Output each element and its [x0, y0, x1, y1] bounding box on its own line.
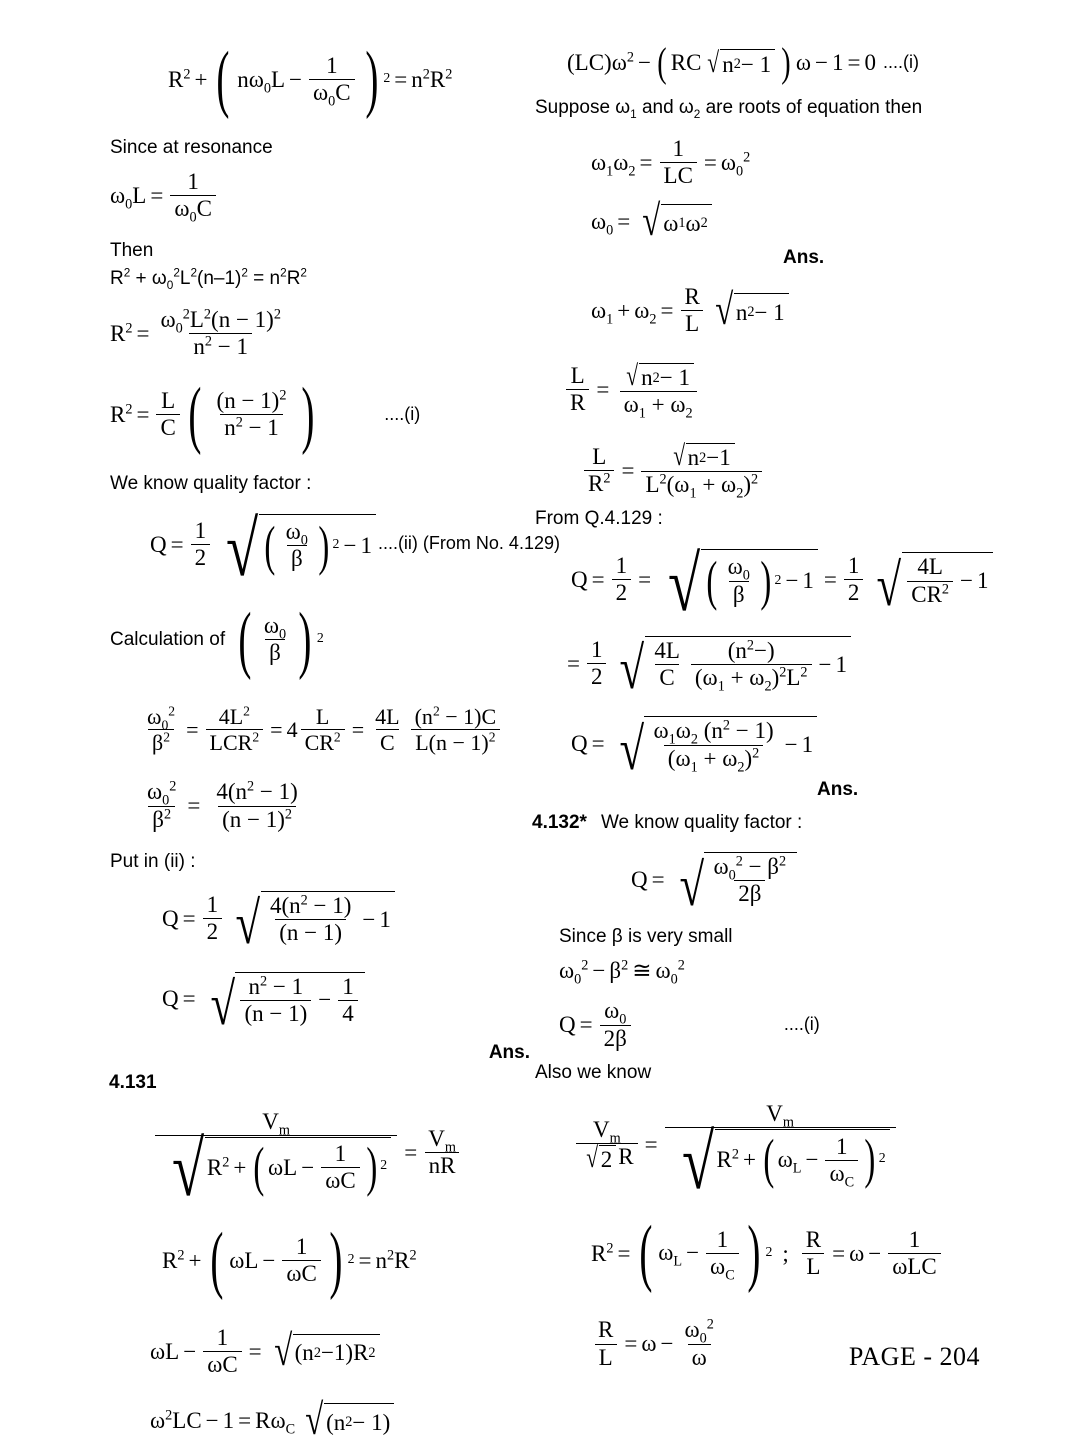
equation-right-14: $R^2$ = ( $\omega_L$ − $\frac{1}{\omega_C}$ ) 2 ; $\frac{R}{L}$ = ω − $\frac{1}{\text{ωLC}}$ — [591, 1214, 990, 1292]
equation-left-11: $V_m$ √ $R^2$ + ( ωL − $\frac{1}{\omega C}$ ) 2 = $\frac{V_m}{nR}$ — [152, 1110, 540, 1196]
equation-left-1: $R^2$ + ( $n\omega_0L$ − $\frac{1}{\omega_0C}$ ) 2 = $n^2R^2$ — [168, 36, 453, 120]
equation-left-10: Q = √ $\frac{n^2 - 1}{(n - 1)}$ − $\frac{1}{4}$ — [162, 972, 540, 1026]
equation-right-10: Q = √ $\frac{\omega_0^2 - \beta^2}{2\beta}$ — [631, 852, 990, 906]
equation-left-6: Q = $\frac{1}{2}$ √ ( $\frac{\omega_0}{\beta}$ ) 2 − 1 ....(ii) (From No. 4.129) — [150, 504, 560, 592]
equation-left-8: $\frac{\omega_0^2}{\beta^2}$ = $\frac{4(n^2 - 1)}{(n - 1)^2}$ — [147, 778, 298, 832]
equation-right-1: $(LC)\omega^2$ − ( RC √ n 2 − 1 ) ω − 1 = 0 ....(i) — [567, 39, 919, 85]
equation-left-5-tag: ....(i) — [384, 403, 421, 424]
equation-right-1-tag: ....(i) — [883, 51, 919, 72]
equation-right-8: = $\frac{1}{2}$ √ $\frac{4L}{C}$ $\frac{(n^2-)}{(\omega_1 + \omega_2)^2L^2}$ − 1 — [563, 636, 990, 690]
equation-left-5: $R^2$ = $\frac{L}{C}$ ( $\frac{(n - 1)^2}{n^2 - 1}$ ) ....(i) — [110, 372, 421, 456]
right-column — [532, 39, 990, 1370]
equation-right-12: Q = $\frac{\omega_0}{2\beta}$ ....(i) — [559, 998, 820, 1051]
equation-right-12-tag: ....(i) — [783, 1014, 820, 1035]
text-from-q-4129: From Q.4.129 : — [535, 508, 663, 530]
text-calculation-of: Calculation of — [110, 629, 226, 651]
text-suppose-roots: Suppose $\omega_1$ and $\omega_2$ are roots of equation then — [535, 96, 923, 121]
text-then: Then — [110, 240, 154, 262]
text-since-beta-small: Since β is very small — [559, 925, 733, 947]
equation-left-6-tag: ....(ii) (From No. 4.129) — [377, 533, 560, 554]
text-since-resonance: Since at resonance — [110, 137, 273, 159]
text-quality-factor-left: We know quality factor : — [110, 473, 312, 495]
equation-left-12: $R^2$ + ( ωL − $\frac{1}{\omega C}$ ) 2 = $n^2R^2$ — [162, 1218, 417, 1302]
equation-right-15: $\frac{R}{L}$ = ω − $\frac{\omega_0^2}{\omega}$ — [591, 1318, 990, 1369]
equation-left-14: $\omega^2LC$ − 1 = $R\omega_C$ √ (n 2 − 1) — [150, 1403, 540, 1438]
equation-left-2: $\omega_0L$ = $\frac{1}{\omega_0C}$ — [110, 170, 540, 221]
ans-label-right-2: Ans. — [817, 778, 859, 800]
text-calculation-of-row: Calculation of ( $\frac{\omega_0}{\beta}$ ) 2 — [110, 597, 324, 681]
equation-right-9: Q = √ $\frac{\omega_1\omega_2 (n^2 - 1)}{(\omega_1 + \omega_2)^2}$ − 1 — [571, 716, 990, 770]
text-quality-factor-right: We know quality factor : — [600, 811, 803, 833]
problem-number-4132: 4.132* — [532, 811, 587, 833]
equation-right-5: $\frac{L}{R}$ = √ n 2 − 1 $\omega_1 + \omega_2$ — [563, 363, 990, 417]
equation-left-13: ωL − $\frac{1}{\omega C}$ = √ (n 2 −1)R 2 — [150, 1326, 540, 1377]
equation-left-3: $R^2 + \omega_0^2L^2(n-1)^2 = n^2R^2$ — [110, 266, 307, 292]
equation-left-9: Q = $\frac{1}{2}$ √ $\frac{4(n^2 - 1)}{(n - 1)}$ − 1 — [162, 891, 540, 945]
equation-right-4: $\omega_1$ + $\omega_2$ = $\frac{R}{L}$ √ n 2 − 1 — [591, 285, 990, 336]
equation-right-2: $\omega_1\omega_2$ = $\frac{1}{LC}$ = $\omega_0^2$ — [591, 136, 751, 189]
ans-label-right-1: Ans. — [783, 247, 825, 269]
problem-4132-header-row — [532, 809, 990, 837]
equation-right-11: $\omega_0^2$ − $\beta^2$ ≅ $\omega_0^2$ — [559, 957, 685, 988]
problem-number-4131: 4.131 — [109, 1071, 157, 1093]
equation-left-4: $R^2$ = $\frac{\omega_0^2L^2(n - 1)^2}{n^2 - 1}$ — [110, 306, 281, 360]
text-put-in-ii: Put in (ii) : — [110, 850, 196, 872]
equation-left-7: $\frac{\omega_0^2}{\beta^2}$ = $\frac{4L^2}{LCR^2}$ = 4 $\frac{L}{CR^2}$ = $\frac{4L}{C}$ $\frac{(n^2 - 1)C}{L(n - 1)^2}$ — [140, 705, 540, 754]
equation-right-3: $\omega_0$ = √ ω 1 ω 2 — [591, 204, 990, 239]
text-also-we-know: Also we know — [535, 1061, 652, 1083]
equation-right-13: $V_m$ √ 2 R = $V_m$ √ $R^2$ + ( $\omega_L$ − $\frac{1}{\omega_C}$ ) 2 — [573, 1102, 990, 1188]
ans-label-left-1: Ans. — [488, 1041, 530, 1063]
equation-right-6: $\frac{L}{R^2}$ = √ n 2 −1 $L^2(\omega_1 + \omega_2)^2$ — [581, 443, 990, 497]
page-footer: PAGE - 204 — [848, 1342, 980, 1371]
equation-right-7: Q = $\frac{1}{2}$ = √ ( $\frac{\omega_0}{\beta}$ ) 2 − 1 = $\frac{1}{2}$ √ $\frac{4L}{CR^2}$ − 1 — [571, 549, 990, 610]
